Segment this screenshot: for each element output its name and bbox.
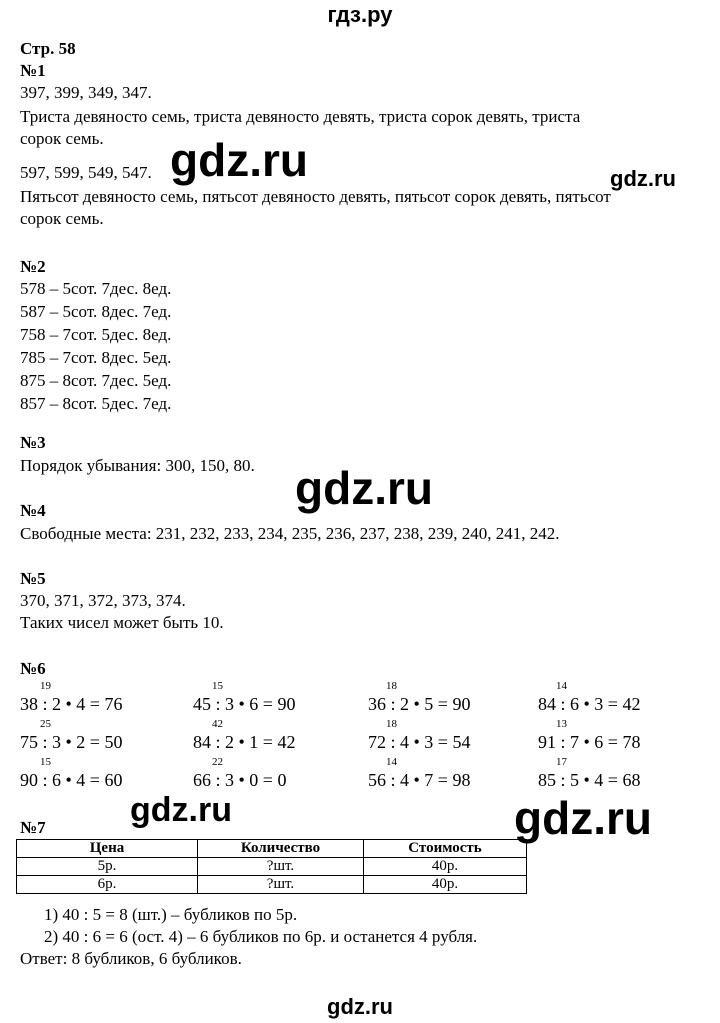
exercise-4-title: №4: [20, 501, 46, 520]
exercise-2-line: 758 – 7сот. 5дес. 8ед.: [20, 325, 172, 344]
equation-hint: 13: [556, 718, 567, 730]
equation: 85 : 5 • 4 = 68: [538, 770, 641, 790]
table-header-row: [17, 840, 527, 858]
exercise-5-line2: Таких чисел может быть 10.: [20, 613, 224, 632]
watermark-4: gdz.ru: [130, 791, 232, 829]
equation: 90 : 6 • 4 = 60: [20, 770, 123, 790]
equation: 36 : 2 • 5 = 90: [368, 694, 471, 714]
equation-hint: 17: [556, 756, 567, 768]
table-cell: 40р.: [364, 876, 527, 894]
exercise-2-line: 875 – 8сот. 7дес. 5ед.: [20, 371, 172, 390]
equation: 38 : 2 • 4 = 76: [20, 694, 123, 714]
exercise-6-title: №6: [20, 659, 46, 678]
site-header: гдз.ру: [327, 2, 393, 27]
watermark-5: gdz.ru: [514, 792, 652, 844]
exercise-1-title: №1: [20, 61, 46, 80]
equation-hint: 18: [386, 718, 397, 730]
exercise-1-words-b2: сорок семь.: [20, 209, 104, 228]
exercise-1-numbers-b: 597, 599, 549, 547.: [20, 163, 152, 182]
equation: 66 : 3 • 0 = 0: [193, 770, 287, 790]
table-cell: 6р.: [17, 876, 198, 894]
equation-hint: 25: [40, 718, 51, 730]
table-cell: 5р.: [17, 858, 198, 876]
exercise-1-words-b1: Пятьсот девяносто семь, пятьсот девяносто девять, пятьсот сорок девять, пятьсот: [20, 187, 611, 206]
equation: 45 : 3 • 6 = 90: [193, 694, 296, 714]
exercise-7-answer: Ответ: 8 бубликов, 6 бубликов.: [20, 949, 242, 968]
exercise-7-step1: 1) 40 : 5 = 8 (шт.) – бубликов по 5р.: [44, 905, 298, 924]
exercise-3-title: №3: [20, 433, 46, 452]
equation-hint: 15: [40, 756, 51, 768]
site-footer: gdz.ru: [327, 994, 393, 1019]
exercise-1-words-a1: Триста девяносто семь, триста девяносто девять, триста сорок девять, триста: [20, 107, 581, 126]
equation-hint: 14: [556, 680, 567, 692]
equation-hint: 19: [40, 680, 51, 692]
exercise-2-line: 587 – 5сот. 8дес. 7ед.: [20, 302, 172, 321]
exercise-2-title: №2: [20, 257, 46, 276]
column-header: Стоимость: [364, 840, 527, 858]
equation: 84 : 2 • 1 = 42: [193, 732, 296, 752]
table-row: [17, 876, 527, 894]
exercise-4-text: Свободные места: 231, 232, 233, 234, 235, 236, 237, 238, 239, 240, 241, 242.: [20, 524, 560, 543]
watermark-2: gdz.ru: [610, 166, 676, 191]
equation-hint: 22: [212, 756, 223, 768]
equation-hint: 18: [386, 680, 397, 692]
exercise-5-line1: 370, 371, 372, 373, 374.: [20, 591, 186, 610]
watermark-1: gdz.ru: [170, 134, 308, 186]
exercise-2-line: 785 – 7сот. 8дес. 5ед.: [20, 348, 172, 367]
exercise-5-title: №5: [20, 569, 46, 588]
equation: 84 : 6 • 3 = 42: [538, 694, 641, 714]
table-cell: ?шт.: [198, 876, 364, 894]
table-cell: ?шт.: [198, 858, 364, 876]
equation: 91 : 7 • 6 = 78: [538, 732, 641, 752]
table-row: [17, 858, 527, 876]
equation-hint: 14: [386, 756, 397, 768]
exercise-7-title: №7: [20, 818, 46, 837]
equation: 72 : 4 • 3 = 54: [368, 732, 471, 752]
exercise-2-line: 857 – 8сот. 5дес. 7ед.: [20, 394, 172, 413]
watermark-3: gdz.ru: [295, 462, 433, 514]
equation: 56 : 4 • 7 = 98: [368, 770, 471, 790]
column-header: Количество: [198, 840, 364, 858]
exercise-3-text: Порядок убывания: 300, 150, 80.: [20, 456, 255, 475]
equation-hint: 15: [212, 680, 223, 692]
column-header: Цена: [17, 840, 198, 858]
price-table: [16, 839, 527, 894]
exercise-1-numbers-a: 397, 399, 349, 347.: [20, 83, 152, 102]
exercise-7-step2: 2) 40 : 6 = 6 (ост. 4) – 6 бубликов по 6р. и останется 4 рубля.: [44, 927, 478, 946]
page-label: Стр. 58: [20, 39, 76, 58]
equation-hint: 42: [212, 718, 223, 730]
table-cell: 40р.: [364, 858, 527, 876]
exercise-2-line: 578 – 5сот. 7дес. 8ед.: [20, 279, 172, 298]
exercise-1-words-a2: сорок семь.: [20, 129, 104, 148]
equation: 75 : 3 • 2 = 50: [20, 732, 123, 752]
